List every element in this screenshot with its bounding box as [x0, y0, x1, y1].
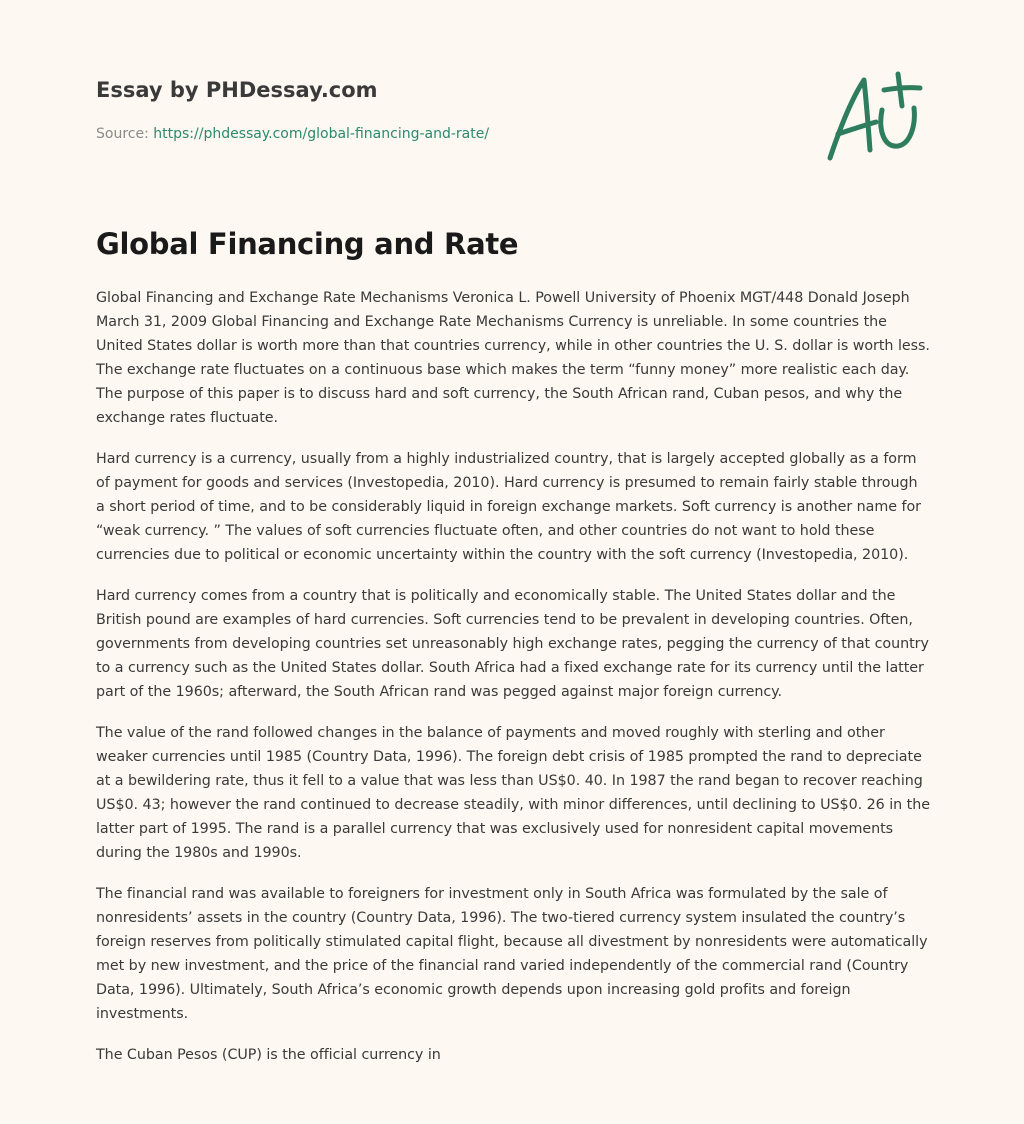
paragraph: The financial rand was available to foreigners for investment only in South Africa was formulated by the sale of nonresidents’ assets in the country (Country Data, 1996). The two-tiered currency system insulated the country’s foreign reserves from politically stimulated capital flight, because all divestment by nonresidents were automatically met by new investment, and the price of the financial rand varied independently of the commercial rand (Country Data, 1996). Ultimately, South Africa’s economic growth depends upon increasing gold profits and foreign investments. — [96, 886, 928, 1022]
source-link[interactable]: https://phdessay.com/global-financing-and-rate/ — [153, 126, 490, 142]
paragraph: Hard currency comes from a country that is politically and economically stable. The United States dollar and the British pound are examples of hard currencies. Soft currencies tend to be prevalent in developing countries. Often, governments from developing countries set unreasonably high exchange rates, pegging the currency of that country to a currency such as the United States dollar. South Africa had a fixed exchange rate for its currency until the latter part of the 1960s; afterward, the South African rand was pegged against major foreign currency. — [96, 588, 929, 700]
paragraph: The Cuban Pesos (CUP) is the official currency in — [96, 1047, 441, 1063]
paragraph: The value of the rand followed changes in the balance of payments and moved roughly with sterling and other weaker currencies until 1985 (Country Data, 1996). The foreign debt crisis of 1985 prompted the rand to depreciate at a bewildering rate, thus it fell to a value that was less than US$0. 40. In 1987 the rand began to recover reaching US$0. 43; however the rand continued to decrease steadily, with minor differences, until declining to US$0. 26 in the latter part of 1995. The rand is a parallel currency that was exclusively used for nonresident capital movements during the 1980s and 1990s. — [96, 725, 930, 861]
source-line — [96, 124, 928, 144]
article-title: Global Financing and Rate — [96, 227, 519, 261]
site-brand: Essay by PHDessay.com — [96, 78, 378, 102]
paragraph: Global Financing and Exchange Rate Mechanisms Veronica L. Powell University of Phoenix MGT/448 Donald Joseph March 31, 2009 Global Financing and Exchange Rate Mechanisms Currency is unreliable. In some countries the United States dollar is worth more than that countries currency, while in other countries the U. S. dollar is worth less. The exchange rate fluctuates on a continuous base which makes the term “funny money” more realistic each day. The purpose of this paper is to discuss hard and soft currency, the South African rand, Cuban pesos, and why the exchange rates fluctuate. — [96, 290, 930, 426]
source-label: Source: — [96, 126, 154, 142]
paragraph: Hard currency is a currency, usually from a highly industrialized country, that is largely accepted globally as a form of payment for goods and services (Investopedia, 2010). Hard currency is presumed to remain fairly stable through a short period of time, and to be considerably liquid in foreign exchange markets. Soft currency is another name for “weak currency. ” The values of soft currencies fluctuate often, and other countries do not want to hold these currencies due to political or economic uncertainty within the country with the soft currency (Investopedia, 2010). — [96, 451, 921, 563]
article-body — [96, 286, 930, 1084]
page-header — [96, 76, 928, 144]
a-plus-logo-icon — [822, 68, 926, 164]
